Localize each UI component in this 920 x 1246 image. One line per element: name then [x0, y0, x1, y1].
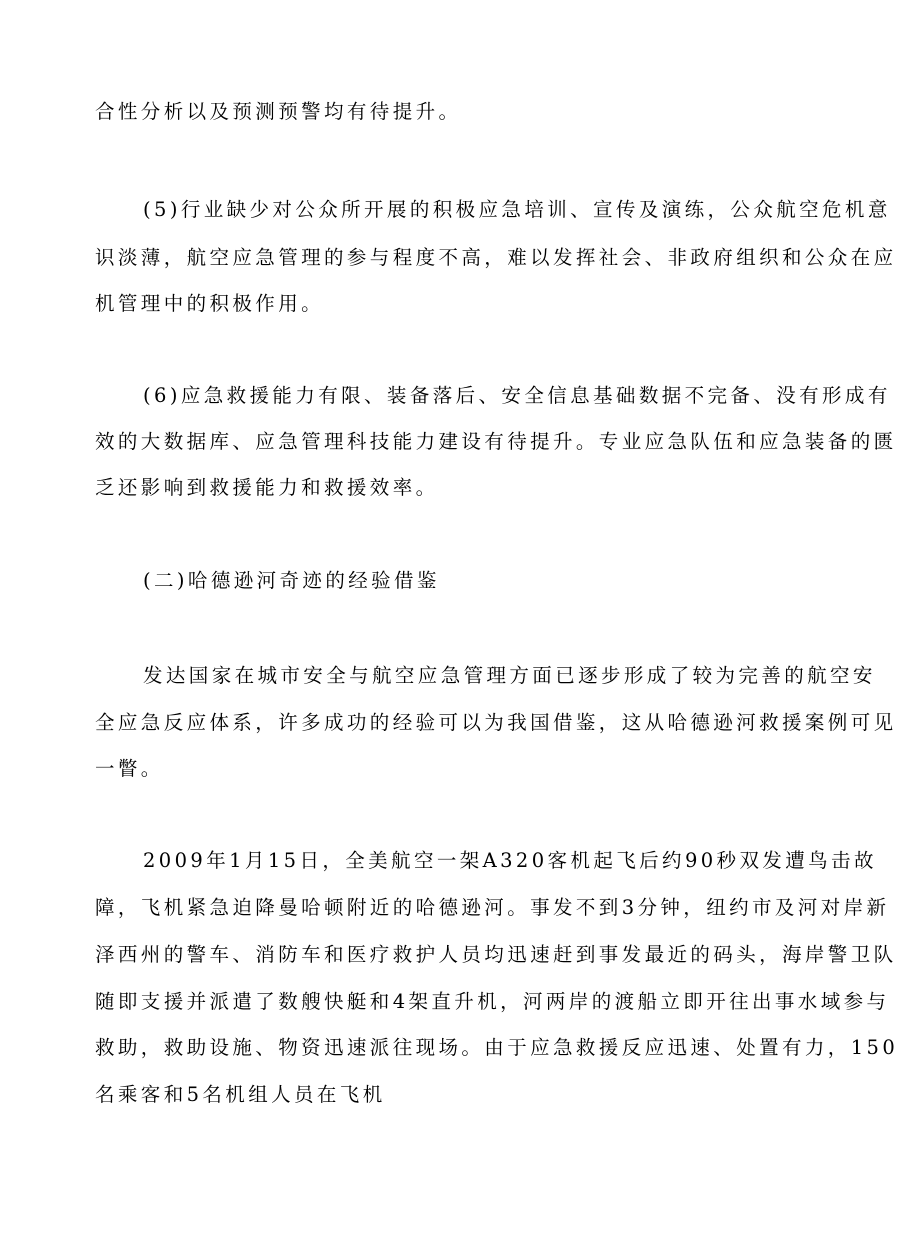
paragraph-6-line-3: 乏还影响到救援能力和救援效率。 [95, 476, 439, 499]
section-heading: (二)哈德逊河奇迹的经验借鉴 [143, 569, 440, 592]
paragraph-intro-line-1: 发达国家在城市安全与航空应急管理方面已逐步形成了较为完善的航空安 [143, 664, 876, 687]
paragraph-5-line-1: (5)行业缺少对公众所开展的积极应急培训、宣传及演练，公众航空危机意 [143, 198, 891, 221]
paragraph-6-line-1: (6)应急救援能力有限、装备落后、安全信息基础数据不完备、没有形成有 [143, 384, 891, 407]
paragraph-6-line-2: 效的大数据库、应急管理科技能力建设有待提升。专业应急队伍和应急装备的匮 [95, 430, 897, 453]
paragraph-case-line-2: 障，飞机紧急迫降曼哈顿附近的哈德逊河。事发不到3分钟，纽约市及河对岸新 [95, 896, 890, 919]
paragraph-case-line-4: 随即支援并派遣了数艘快艇和4架直升机，河两岸的渡船立即开往出事水域参与 [95, 990, 890, 1013]
paragraph-5-line-3: 机管理中的积极作用。 [95, 292, 325, 315]
paragraph-continued-line-1: 合性分析以及预测预警均有待提升。 [95, 100, 462, 123]
paragraph-case-line-1: 2009年1月15日，全美航空一架A320客机起飞后约90秒双发遭鸟击故 [143, 849, 877, 872]
paragraph-intro-line-3: 一瞥。 [95, 757, 164, 780]
paragraph-intro-line-2: 全应急反应体系，许多成功的经验可以为我国借鉴，这从哈德逊河救援案例可见 [95, 711, 897, 734]
paragraph-case-line-6: 名乘客和5名机组人员在飞机 [95, 1083, 386, 1106]
paragraph-case-line-5: 救助，救助设施、物资迅速派往现场。由于应急救援反应迅速、处置有力，150 [95, 1036, 899, 1059]
paragraph-5-line-2: 识淡薄，航空应急管理的参与程度不高，难以发挥社会、非政府组织和公众在应 [95, 246, 897, 269]
paragraph-case-line-3: 泽西州的警车、消防车和医疗救护人员均迅速赶到事发最近的码头，海岸警卫队 [95, 943, 897, 966]
